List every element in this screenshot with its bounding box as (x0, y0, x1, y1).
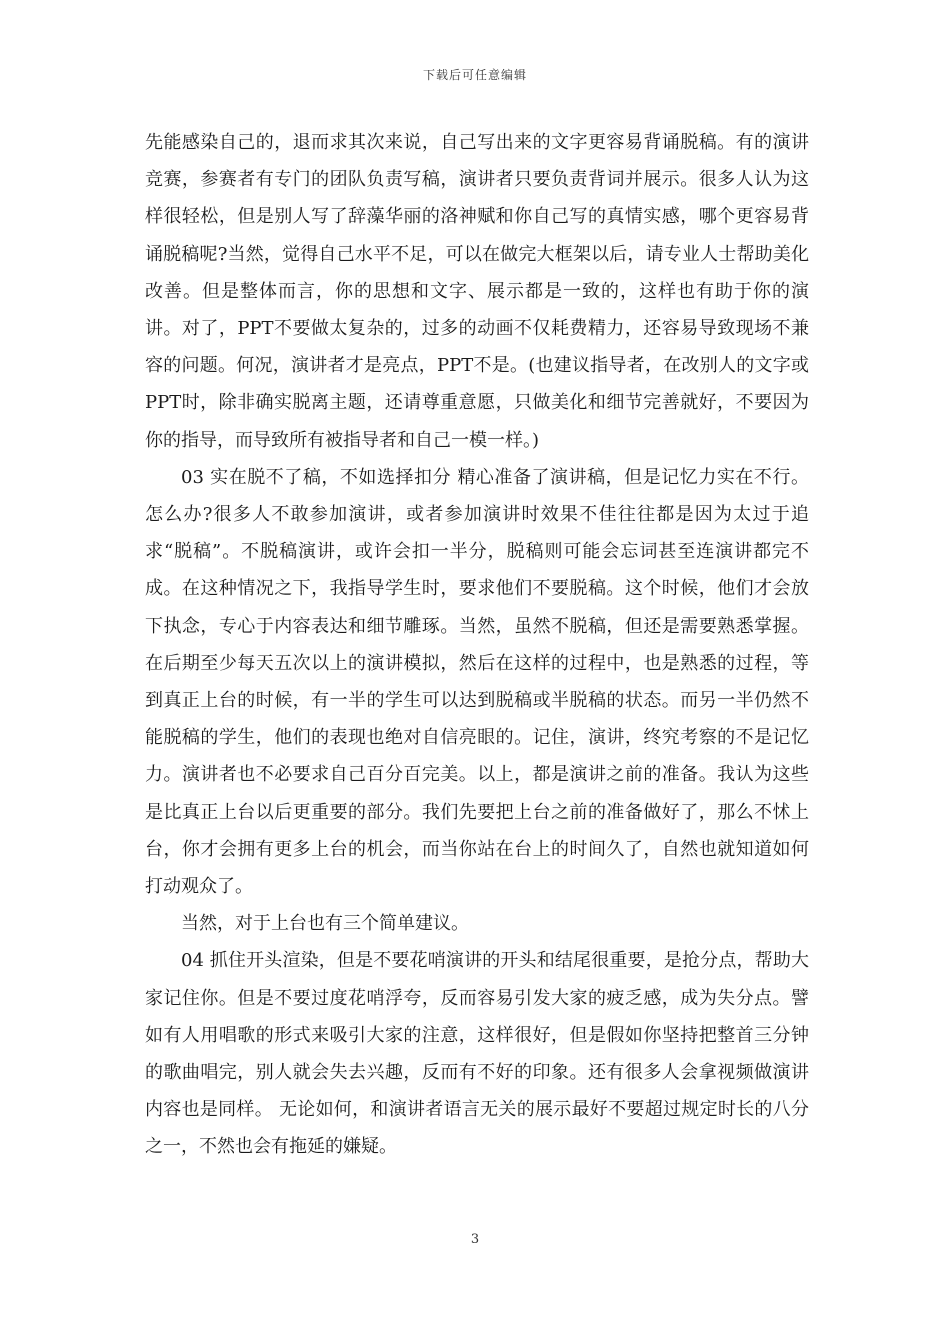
body-paragraph-3: 当然，对于上台也有三个简单建议。 (181, 913, 469, 935)
body-paragraph-4: 04 抓住开头渲染，但是不要花哨演讲的开头和结尾很重要，是抢分点，帮助大家记住你。但是不要过度花哨浮夸，反而容易引发大家的疲乏感，成为失分点。譬如有人用唱歌的形式来吸引大家的注意，这样很好，但是假如你坚持把整首三分钟的歌曲唱完，别人就会失去兴趣，反而有不好的印象。还有很多人会拿视频做演讲内容也是同样。 无论如何，和演讲者语言无关的展示最好不要超过规定时长的八分之一，不然也会有拖延的嫌疑。 (145, 950, 809, 1158)
page-number: 3 (470, 1232, 480, 1247)
body-paragraph-2: 03 实在脱不了稿，不如选择扣分 精心准备了演讲稿，但是记忆力实在不行。怎么办?很多人不敢参加演讲，或者参加演讲时效果不佳往往都是因为太过于追求“脱稿”。不脱稿演讲，或许会扣一半分，脱稿则可能会忘词甚至连演讲都完不成。在这种情况之下，我指导学生时，要求他们不要脱稿。这个时候，他们才会放下执念，专心于内容表达和细节雕琢。当然，虽然不脱稿，但还是需要熟悉掌握。在后期至少每天五次以上的演讲模拟，然后在这样的过程中，也是熟悉的过程，等到真正上台的时候，有一半的学生可以达到脱稿或半脱稿的状态。而另一半仍然不能脱稿的学生，他们的表现也绝对自信亮眼的。记住，演讲，终究考察的不是记忆力。演讲者也不必要求自己百分百完美。以上，都是演讲之前的准备。我认为这些是比真正上台以后更重要的部分。我们先要把上台之前的准备做好了，那么不怵上台，你才会拥有更多上台的机会，而当你站在台上的时间久了，自然也就知道如何打动观众了。 (145, 466, 809, 898)
body-paragraph-1: 先能感染自己的，退而求其次来说，自己写出来的文字更容易背诵脱稿。有的演讲竞赛，参赛者有专门的团队负责写稿，演讲者只要负责背词并展示。很多人认为这样很轻松，但是别人写了辞藻华丽的洛神赋和你自己写的真情实感，哪个更容易背诵脱稿呢?当然，觉得自己水平不足，可以在做完大框架以后，请专业人士帮助美化改善。但是整体而言，你的思想和文字、展示都是一致的，这样也有助于你的演讲。对了，PPT不要做太复杂的，过多的动画不仅耗费精力，还容易导致现场不兼容的问题。何况，演讲者才是亮点，PPT不是。(也建议指导者，在改别人的文字或PPT时，除非确实脱离主题，还请尊重意愿，只做美化和细节完善就好，不要因为你的指导，而导致所有被指导者和自己一模一样。) (145, 132, 809, 451)
document-body (145, 124, 809, 1166)
page-header: 下载后可任意编辑 (422, 68, 527, 82)
